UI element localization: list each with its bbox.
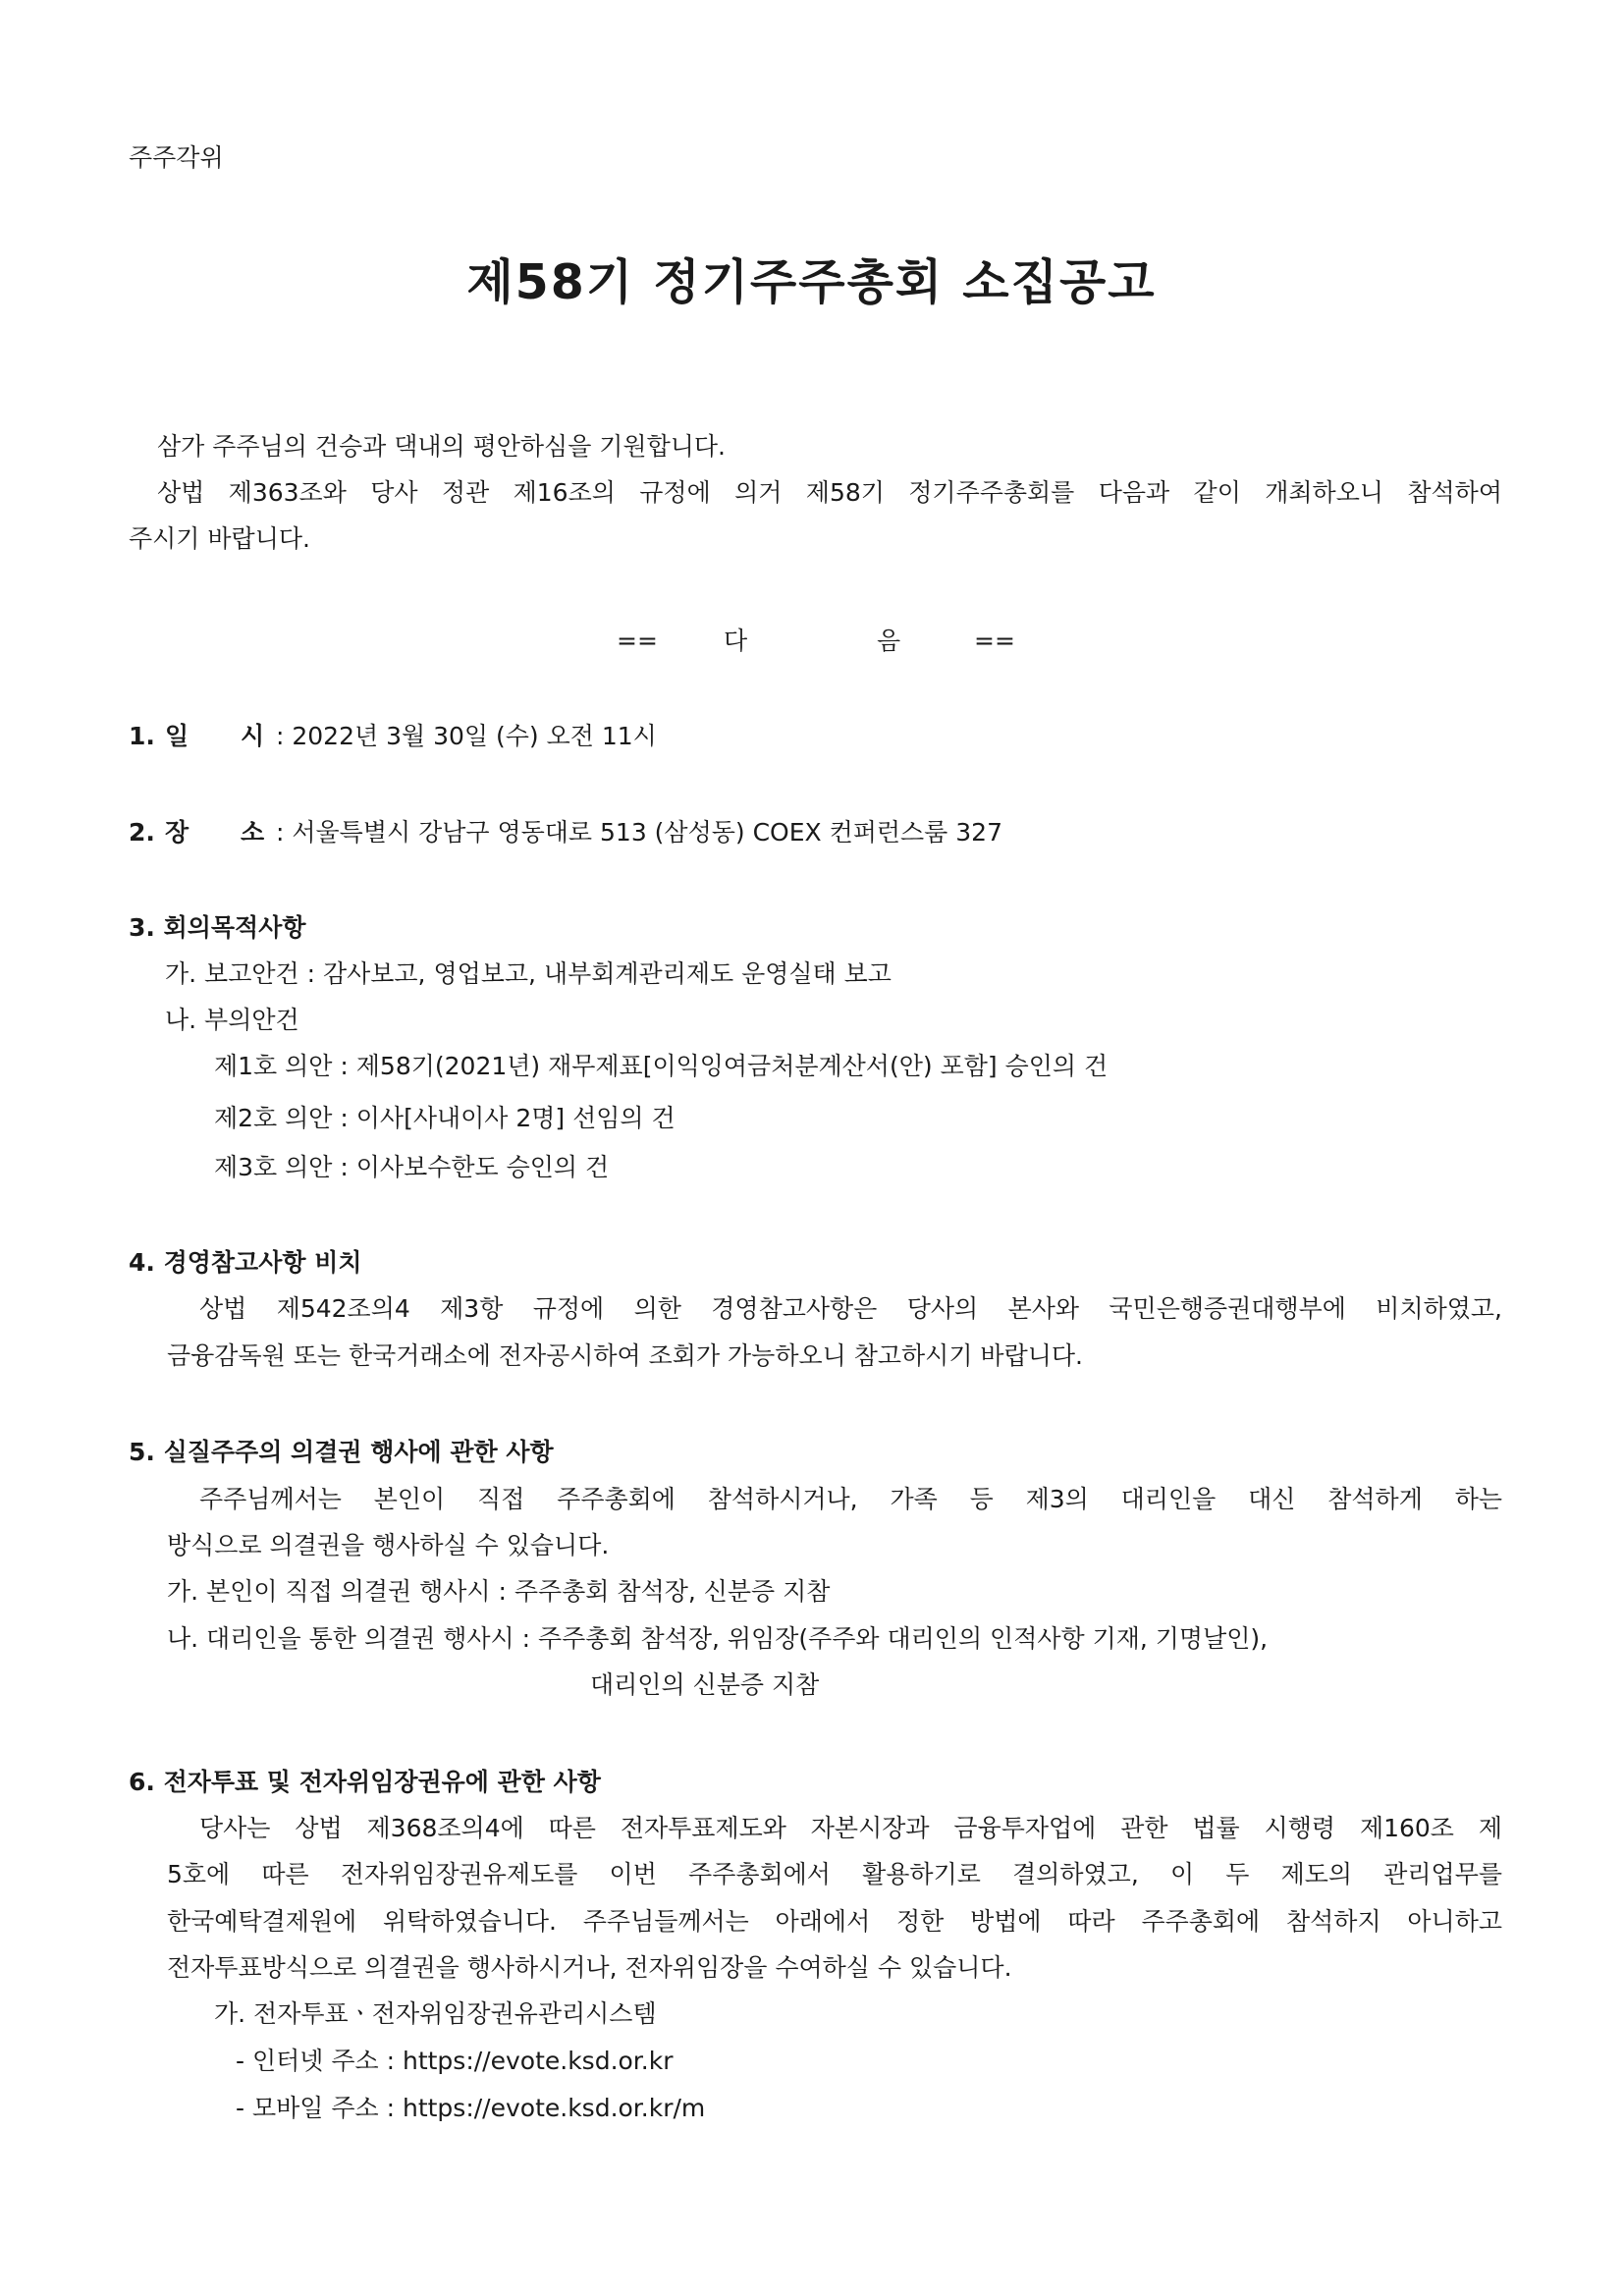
section-reference-heading: 4. 경영참고사항 비치 <box>129 1248 362 1277</box>
voting-proxy-id: 대리인의 신분증 지참 <box>590 1670 820 1699</box>
page-title: 제58기 정기주주총회 소집공고 <box>466 254 1157 310</box>
heading-char-eum: 음 <box>877 627 901 655</box>
section-place-number: 2. <box>129 818 155 847</box>
section-date-label-b: 시 <box>241 722 265 750</box>
section-date-value: : 2022년 3월 30일 (수) 오전 11시 <box>276 722 657 750</box>
agenda-report: 가. 보고안건 : 감사보고, 영업보고, 내부회계관리제도 운영실태 보고 <box>165 959 892 988</box>
voting-line-1: 주주님께서는 본인이 직접 주주총회에 참석하시거나, 가족 등 제3의 대리인을 대신 참석하게 하는 <box>199 1485 1502 1513</box>
agenda-item-3: 제3호 의안 : 이사보수한도 승인의 건 <box>214 1153 610 1181</box>
reference-line-2: 금융감독원 또는 한국거래소에 전자공시하여 조회가 가능하오니 참고하시기 바랍니다. <box>167 1341 1083 1370</box>
agenda-item-2: 제2호 의안 : 이사[사내이사 2명] 선임의 건 <box>214 1104 676 1132</box>
voting-line-2: 방식으로 의결권을 행사하실 수 있습니다. <box>167 1531 610 1559</box>
salutation: 주주각위 <box>129 143 224 172</box>
heading-char-da: 다 <box>724 627 748 655</box>
evote-line-2: 5호에 따른 전자위임장권유제도를 이번 주주총회에서 활용하기로 결의하였고, 이 두 제도의 관리업무를 <box>167 1860 1502 1888</box>
voting-direct: 가. 본인이 직접 의결권 행사시 : 주주총회 참석장, 신분증 지참 <box>167 1577 831 1606</box>
agenda-item-1: 제1호 의안 : 제58기(2021년) 재무제표[이익잉여금처분계산서(안) 포함] 승인의 건 <box>214 1052 1109 1080</box>
section-place-value: : 서울특별시 강남구 영동대로 513 (삼성동) COEX 컨퍼런스룸 327 <box>276 818 1002 847</box>
section-place-label-a: 장 <box>165 818 189 847</box>
intro-body-end: 주시기 바랍니다. <box>129 524 310 553</box>
voting-proxy: 나. 대리인을 통한 의결권 행사시 : 주주총회 참석장, 위임장(주주와 대리인의 인적사항 기재, 기명날인), <box>167 1624 1269 1653</box>
heading-left-mark: == <box>617 627 658 655</box>
intro-greeting: 삼가 주주님의 건승과 댁내의 평안하심을 기원합니다. <box>157 432 726 461</box>
agenda-resolution: 나. 부의안건 <box>165 1006 299 1034</box>
section-place-label-b: 소 <box>241 818 265 847</box>
section-date-label-a: 일 <box>165 722 189 750</box>
evote-internet-address: - 인터넷 주소 : https://evote.ksd.or.kr <box>236 2047 674 2075</box>
section-agenda-heading: 3. 회의목적사항 <box>129 913 306 942</box>
section-voting-heading: 5. 실질주주의 의결권 행사에 관한 사항 <box>129 1438 554 1466</box>
evote-system: 가. 전자투표ㆍ전자위임장권유관리시스템 <box>214 1999 657 2028</box>
evote-line-1: 당사는 상법 제368조의4에 따른 전자투표제도와 자본시장과 금융투자업에 관한 법률 시행령 제160조 제 <box>199 1814 1502 1842</box>
evote-line-4: 전자투표방식으로 의결권을 행사하시거나, 전자위임장을 수여하실 수 있습니다. <box>167 1953 1012 1982</box>
heading-right-mark: == <box>974 627 1015 655</box>
section-evote-heading: 6. 전자투표 및 전자위임장권유에 관한 사항 <box>129 1768 601 1796</box>
evote-line-3: 한국예탁결제원에 위탁하였습니다. 주주님들께서는 아래에서 정한 방법에 따라 주주총회에 참석하지 아니하고 <box>167 1907 1502 1936</box>
section-date-number: 1. <box>129 722 155 750</box>
reference-line-1: 상법 제542조의4 제3항 규정에 의한 경영참고사항은 당사의 본사와 국민은행증권대행부에 비치하였고, <box>199 1294 1502 1323</box>
intro-body-line: 상법 제363조와 당사 정관 제16조의 규정에 의거 제58기 정기주주총회를 다음과 같이 개최하오니 참석하여 <box>157 478 1502 507</box>
evote-mobile-address: - 모바일 주소 : https://evote.ksd.or.kr/m <box>236 2094 706 2122</box>
